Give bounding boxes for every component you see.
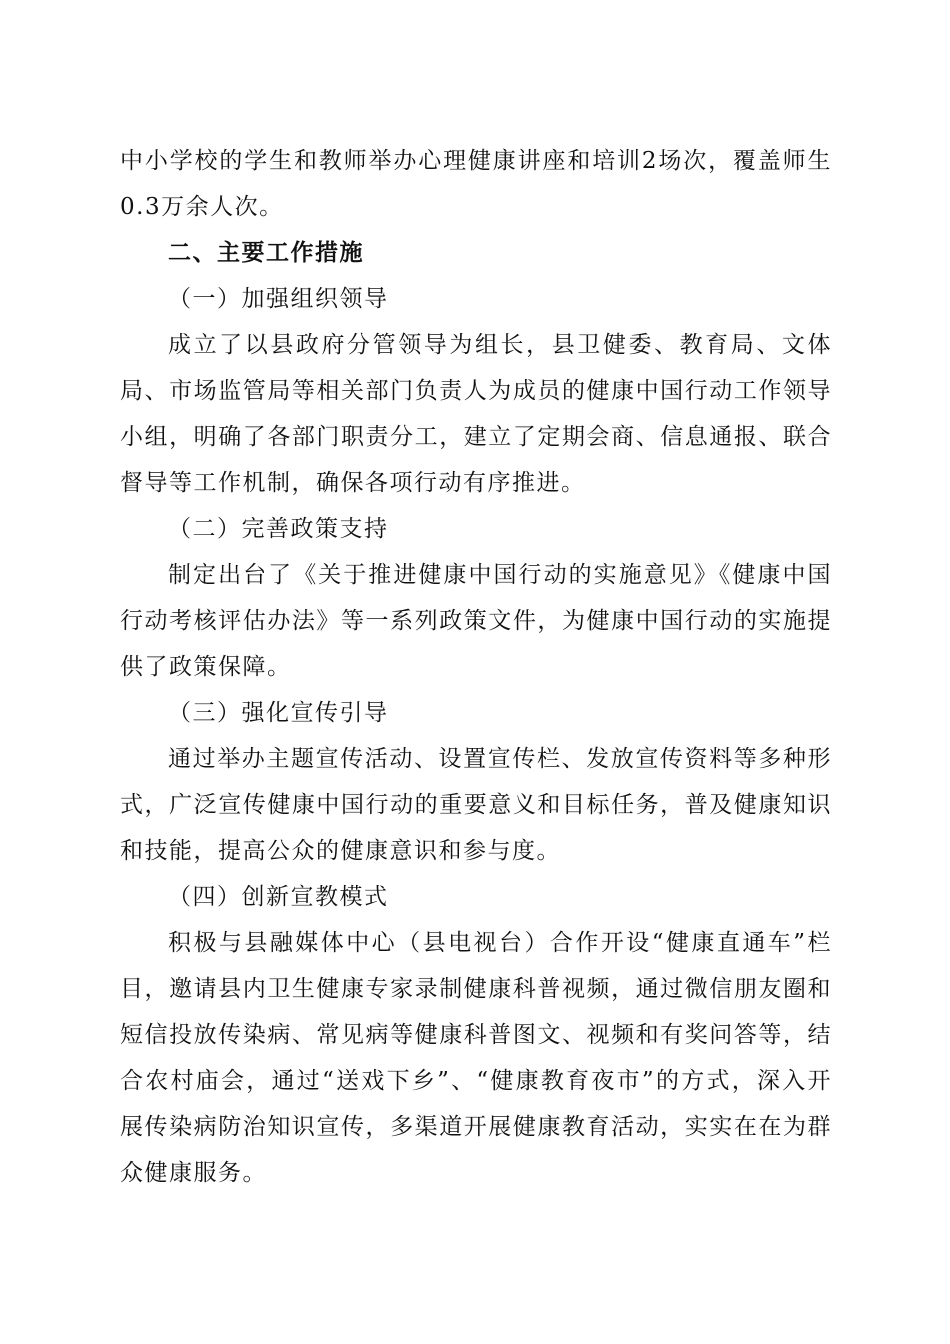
subheading-organization: （一）加强组织领导	[168, 286, 389, 312]
paragraph-policy: 制定出台了《关于推进健康中国行动的实施意见》《健康中国行动考核评估办法》等一系列政策文件，为健康中国行动的实施提供了政策保障。	[120, 562, 832, 680]
paragraph-publicity: 通过举办主题宣传活动、设置宣传栏、发放宣传资料等多种形式，广泛宣传健康中国行动的重要意义和目标任务，普及健康知识和技能，提高公众的健康意识和参与度。	[120, 746, 832, 864]
paragraph-organization: 成立了以县政府分管领导为组长，县卫健委、教育局、文体局、市场监管局等相关部门负责人为成员的健康中国行动工作领导小组，明确了各部门职责分工，建立了定期会商、信息通报、联合督导等工作机制，确保各项行动有序推进。	[120, 332, 832, 496]
subheading-education-model: （四）创新宣教模式	[168, 884, 389, 910]
section-heading-main-measures: 二、主要工作措施	[168, 240, 364, 266]
document-body	[120, 138, 832, 1196]
subheading-policy: （二）完善政策支持	[168, 516, 389, 542]
subheading-publicity: （三）强化宣传引导	[168, 700, 389, 726]
paragraph-continued: 中小学校的学生和教师举办心理健康讲座和培训2场次，覆盖师生0.3万余人次。	[120, 148, 832, 220]
paragraph-education-model: 积极与县融媒体中心（县电视台）合作开设“健康直通车”栏目，邀请县内卫生健康专家录制健康科普视频，通过微信朋友圈和短信投放传染病、常见病等健康科普图文、视频和有奖问答等，结合农村庙会，通过“送戏下乡”、“健康教育夜市”的方式，深入开展传染病防治知识宣传，多渠道开展健康教育活动，实实在在为群众健康服务。	[120, 930, 832, 1186]
